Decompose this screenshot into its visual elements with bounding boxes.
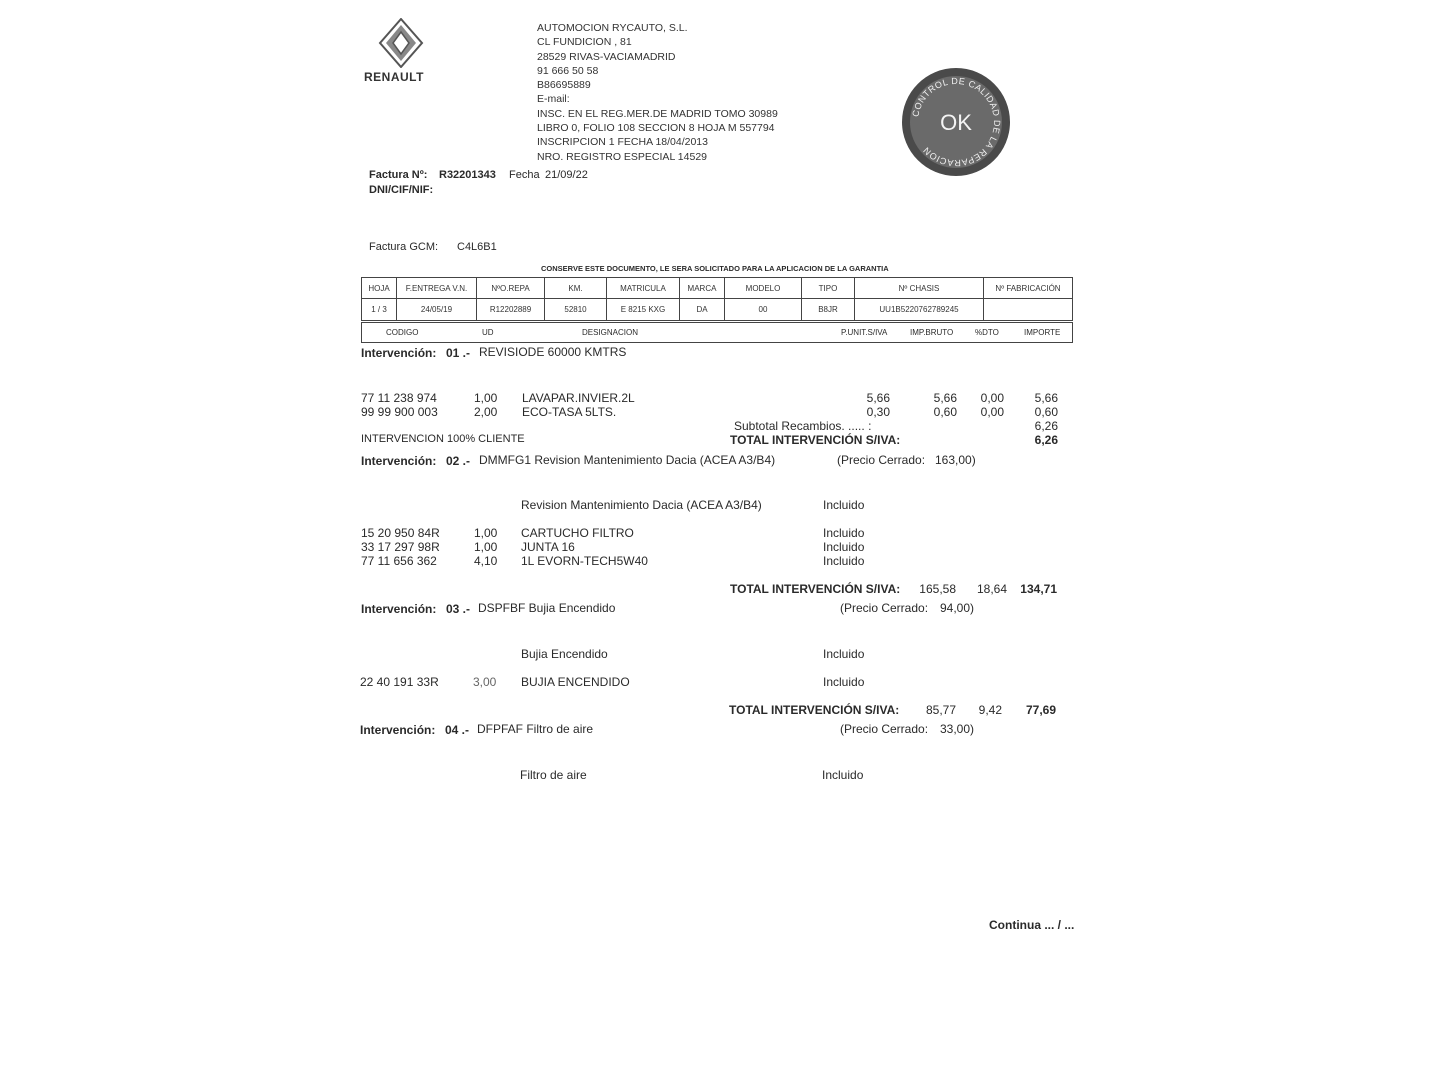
intervention-3-label: Intervención:: [361, 602, 437, 616]
line-qty: 4,10: [474, 554, 498, 568]
total-dto: 18,64: [976, 582, 1007, 596]
vehicle-table: [361, 277, 1073, 321]
line-gross: 5,66: [933, 391, 957, 405]
company-registry-2: LIBRO 0, FOLIO 108 SECCION 8 HOJA M 557794: [537, 122, 775, 135]
invoice-date: 21/09/22: [545, 169, 588, 181]
line-unit: 0,30: [866, 405, 890, 419]
line-qty: 1,00: [474, 526, 498, 540]
intervention-1-label: Intervención:: [361, 346, 437, 360]
invoice-number: R32201343: [439, 169, 496, 181]
line-desc: BUJIA ENCENDIDO: [521, 675, 630, 689]
total-gross: 85,77: [925, 703, 956, 717]
line-status: Incluido: [823, 554, 865, 568]
line-dto: 0,00: [980, 391, 1004, 405]
col-punit: P.UNIT.S/IVA: [841, 328, 888, 337]
intervention-2-title: DMMFG1 Revision Mantenimiento Dacia (ACEA A3/B4): [479, 453, 776, 467]
subtotal-value: 6,26: [1034, 419, 1058, 433]
col-dto: %DTO: [975, 328, 999, 337]
line-status: Incluido: [823, 526, 865, 540]
td-hoja: 1 / 3: [362, 299, 397, 320]
col-ud: UD: [482, 328, 494, 337]
intervention-1-title: REVISIODE 60000 KMTRS: [479, 345, 627, 359]
service-status: Incluido: [822, 768, 864, 782]
closed-price-value: 33,00): [940, 722, 975, 736]
total-dto: 9,42: [978, 703, 1002, 717]
th-hoja: HOJA: [362, 278, 397, 298]
td-entrega: 24/05/19: [397, 299, 477, 320]
line-dto: 0,00: [980, 405, 1004, 419]
total-value: 134,71: [1020, 582, 1057, 596]
td-orepa: R12202889: [477, 299, 545, 320]
td-tipo: B8JR: [802, 299, 855, 320]
th-chasis: Nº CHASIS: [855, 278, 984, 298]
th-modelo: MODELO: [725, 278, 802, 298]
td-fabricacion: [984, 299, 1072, 320]
service-desc: Revision Mantenimiento Dacia (ACEA A3/B4): [521, 498, 762, 512]
quality-stamp: [900, 66, 1012, 178]
line-gross: 0,60: [933, 405, 957, 419]
line-status: Incluido: [823, 540, 865, 554]
renault-logo-icon: [378, 18, 424, 68]
th-entrega: F.ENTREGA V.N.: [397, 278, 477, 298]
stamp-ok: OK: [940, 110, 972, 135]
line-code: 22 40 191 33R: [360, 675, 439, 689]
subtotal-label: Subtotal Recambios. ..... :: [734, 419, 872, 433]
gcm-code: C4L6B1: [457, 241, 497, 253]
line-desc: JUNTA 16: [521, 540, 575, 554]
lines-header: [361, 322, 1073, 343]
company-email: E-mail:: [537, 93, 570, 106]
line-desc: CARTUCHO FILTRO: [521, 526, 634, 540]
company-name: AUTOMOCION RYCAUTO, S.L.: [537, 22, 688, 34]
line-code: 33 17 297 98R: [361, 540, 440, 554]
continue-note: Continua ... / ...: [989, 918, 1075, 932]
gcm-label: Factura GCM:: [369, 241, 439, 253]
th-fabricacion: Nº FABRICACIÓN: [995, 283, 1061, 293]
line-qty: 1,00: [474, 391, 498, 405]
th-matricula: MATRICULA: [607, 278, 680, 298]
col-importe: IMPORTE: [1024, 328, 1061, 337]
company-city: 28529 RIVAS-VACIAMADRID: [537, 50, 676, 63]
stamp-ring-text: CONTROL DE CALIDAD DE LA REPARACION: [910, 75, 1003, 169]
intervention-2-num: 02 .-: [446, 454, 471, 468]
td-chasis: UU1B5220762789245: [855, 299, 984, 320]
company-registry-1: INSC. EN EL REG.MER.DE MADRID TOMO 30989: [537, 107, 778, 120]
closed-price-value: 163,00): [935, 453, 976, 467]
company-info: [537, 21, 778, 164]
total-value: 6,26: [1034, 433, 1058, 447]
line-desc: LAVAPAR.INVIER.2L: [522, 391, 635, 405]
closed-price-label: (Precio Cerrado:: [837, 453, 926, 467]
line-amount: 5,66: [1034, 391, 1058, 405]
total-value: 77,69: [1025, 703, 1056, 717]
line-code: 99 99 900 003: [361, 405, 438, 419]
th-marca: MARCA: [680, 278, 725, 298]
col-designacion: DESIGNACION: [582, 328, 639, 337]
closed-price-label: (Precio Cerrado:: [840, 601, 929, 615]
line-qty: 1,00: [474, 540, 498, 554]
service-status: Incluido: [823, 647, 865, 661]
col-codigo: CODIGO: [386, 328, 419, 337]
th-km: KM.: [545, 278, 607, 298]
invoice-number-label: Factura Nº:: [369, 169, 428, 181]
line-desc: 1L EVORN-TECH5W40: [521, 554, 648, 568]
service-desc: Filtro de aire: [520, 768, 587, 782]
company-address: CL FUNDICION , 81: [537, 36, 632, 49]
company-registry-4: NRO. REGISTRO ESPECIAL 14529: [537, 150, 708, 163]
intervention-2-label: Intervención:: [361, 454, 437, 468]
invoice-date-label: Fecha: [509, 169, 540, 181]
line-code: 77 11 238 974: [361, 391, 437, 405]
td-marca: DA: [680, 299, 725, 320]
th-orepa: NºO.REPA: [477, 278, 545, 298]
total-label: TOTAL INTERVENCIÓN S/IVA:: [730, 433, 901, 447]
intervention-3-num: 03 .-: [446, 602, 471, 616]
line-code: 77 11 656 362: [361, 554, 437, 568]
warranty-notice: CONSERVE ESTE DOCUMENTO, LE SERA SOLICITADO PARA LA APLICACION DE LA GARANTIA: [541, 264, 889, 273]
intervention-4-title: DFPFAF Filtro de aire: [477, 722, 594, 736]
intervention-note: INTERVENCION 100% CLIENTE: [361, 433, 525, 445]
td-matricula: E 8215 KXG: [607, 299, 680, 320]
total-label: TOTAL INTERVENCIÓN S/IVA:: [729, 703, 900, 717]
dni-label: DNI/CIF/NIF:: [369, 184, 434, 196]
col-impbruto: IMP.BRUTO: [910, 328, 954, 337]
line-desc: ECO-TASA 5LTS.: [522, 405, 617, 419]
company-phone: 91 666 50 58: [537, 64, 599, 77]
td-modelo: 00: [725, 299, 802, 320]
company-registry-3: INSCRIPCION 1 FECHA 18/04/2013: [537, 136, 708, 149]
intervention-4-label: Intervención:: [360, 723, 436, 737]
closed-price-label: (Precio Cerrado:: [840, 722, 929, 736]
line-unit: 5,66: [866, 391, 890, 405]
intervention-4-num: 04 .-: [445, 723, 470, 737]
service-desc: Bujia Encendido: [521, 647, 608, 661]
th-tipo: TIPO: [802, 278, 855, 298]
line-code: 15 20 950 84R: [361, 526, 440, 540]
line-qty: 3,00: [473, 675, 497, 689]
service-status: Incluido: [823, 498, 865, 512]
company-tax-id: B86695889: [537, 79, 591, 92]
line-status: Incluido: [823, 675, 865, 689]
brand-name: RENAULT: [364, 70, 424, 84]
intervention-3-title: DSPFBF Bujia Encendido: [478, 601, 616, 615]
closed-price-value: 94,00): [940, 601, 975, 615]
total-label: TOTAL INTERVENCIÓN S/IVA:: [730, 582, 901, 596]
intervention-1-num: 01 .-: [446, 346, 471, 360]
td-km: 52810: [545, 299, 607, 320]
total-gross: 165,58: [919, 582, 956, 596]
line-amount: 0,60: [1034, 405, 1058, 419]
line-qty: 2,00: [474, 405, 498, 419]
